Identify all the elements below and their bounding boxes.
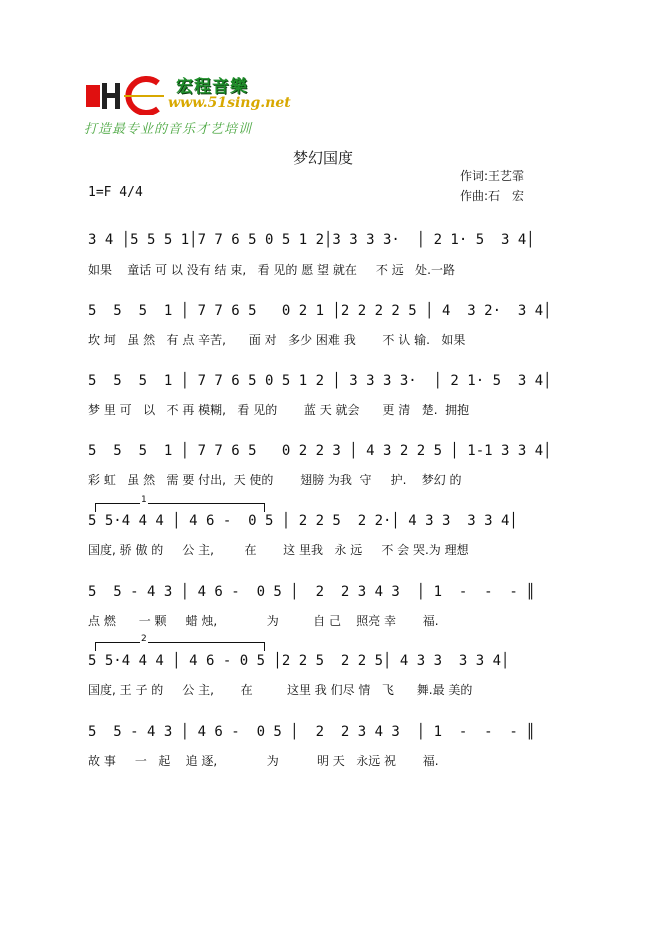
brand-name: 宏程音樂 <box>176 77 248 97</box>
lyric-line-2: 坎 坷 虽 然 有 点 辛苦, 面 对 多少 困难 我 不 认 输. 如果 <box>88 333 466 347</box>
notation-line-5: 5 5·4 4 4 │ 4 6 - 0 5 │ 2 2 5 2 2·│ 4 3 3 3 3 4│ <box>88 513 518 529</box>
volta-bracket <box>95 634 265 651</box>
brand-url[interactable]: www.51sing.net <box>168 95 291 111</box>
notation-line-4: 5 5 5 1 │ 7 7 6 5 0 2 2 3 │ 4 3 2 2 5 │ 1-1 3 3 4│ <box>88 443 552 459</box>
lyric-line-1: 如果 童话 可 以 没有 结 束, 看 见的 愿 望 就在 不 远 处.一路 <box>88 263 455 277</box>
notation-line-3: 5 5 5 1 │ 7 7 6 5 0 5 1 2 │ 3 3 3 3· │ 2 1· 5 3 4│ <box>88 373 552 389</box>
volta-bracket <box>95 495 265 512</box>
lyric-line-8: 故 事 一 起 追 逐, 为 明 天 永远 祝 福. <box>88 754 439 768</box>
notation-line-8: 5 5 - 4 3 │ 4 6 - 0 5 │ 2 2 3 4 3 │ 1 - - - ║ <box>88 724 535 740</box>
lyric-line-6: 点 燃 一 颗 蜡 烛, 为 自 己 照亮 幸 福. <box>88 614 439 628</box>
key-signature: 1=F 4/4 <box>88 185 143 200</box>
lyric-line-3: 梦 里 可 以 不 再 模糊, 看 见的 蓝 天 就会 更 清 楚. 拥抱 <box>88 403 470 417</box>
notation-line-7: 5 5·4 4 4 │ 4 6 - 0 5 │2 2 5 2 2 5│ 4 3 3 3 3 4│ <box>88 653 510 669</box>
volta-number: 1 <box>141 495 147 505</box>
lyric-line-5: 国度, 骄 傲 的 公 主, 在 这 里我 永 远 不 会 哭.为 理想 <box>88 543 469 557</box>
volta-number: 2 <box>141 634 147 644</box>
composer: 作曲:石 宏 <box>460 189 525 203</box>
notation-line-2: 5 5 5 1 │ 7 7 6 5 0 2 1 │2 2 2 2 5 │ 4 3 2· 3 4│ <box>88 303 552 319</box>
song-title: 梦幻国度 <box>293 149 354 167</box>
lyric-line-4: 彩 虹 虽 然 需 要 付出, 天 使的 翅膀 为我 守 护. 梦幻 的 <box>88 473 462 487</box>
lyric-line-7: 国度, 王 子 的 公 主, 在 这里 我 们尽 情 飞 舞.最 美的 <box>88 683 473 697</box>
logo-mark-icon <box>84 75 164 115</box>
logo <box>84 70 289 140</box>
notation-line-6: 5 5 - 4 3 │ 4 6 - 0 5 │ 2 2 3 4 3 │ 1 - - - ║ <box>88 584 535 600</box>
brand-slogan: 打造最专业的音乐才艺培训 <box>84 122 253 137</box>
notation-line-1: 3 4 │5 5 5 1│7 7 6 5 0 5 1 2│3 3 3 3· │ 2 1· 5 3 4│ <box>88 232 535 248</box>
lyricist: 作词:王艺霏 <box>460 169 525 183</box>
